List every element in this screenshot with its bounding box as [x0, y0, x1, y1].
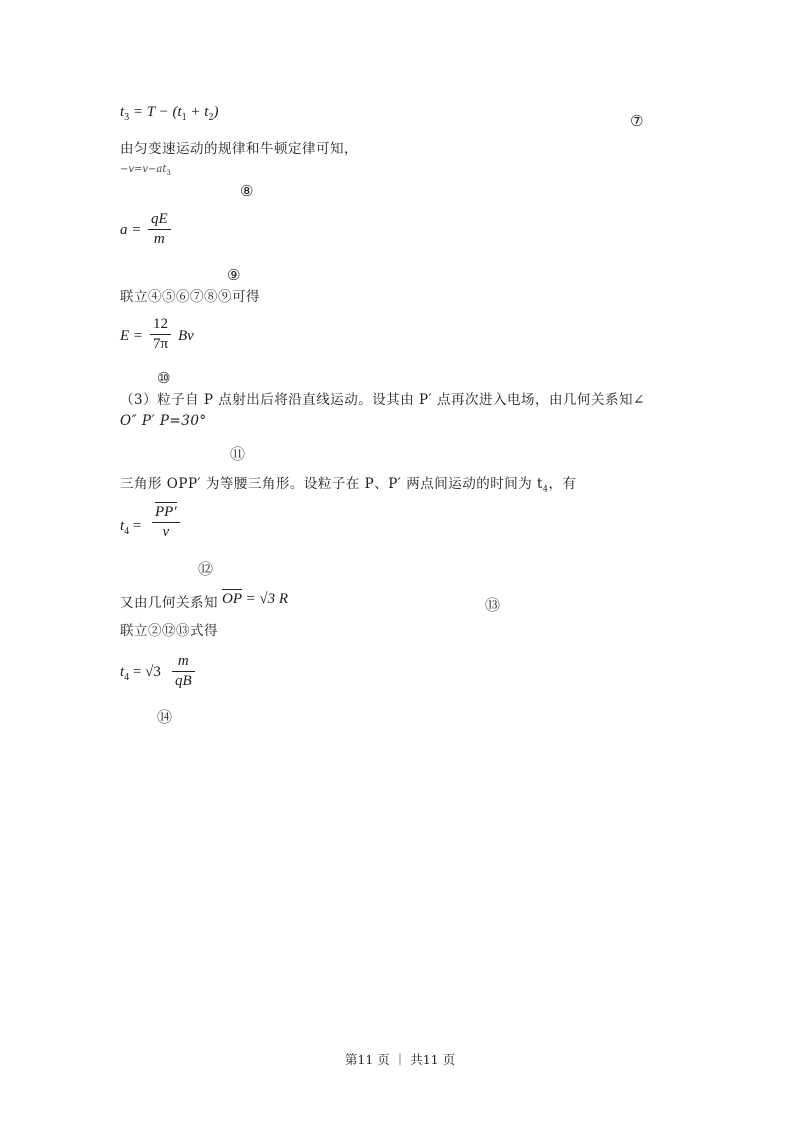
fraction-bar: [150, 334, 171, 335]
E-lhs: E =: [120, 328, 144, 344]
t4a-eq: =: [132, 518, 142, 534]
equation-a: [120, 222, 141, 239]
OP-rhs: = √3 R: [245, 591, 289, 607]
fraction-m-qB: [172, 653, 195, 690]
text-triangle: [120, 475, 577, 499]
fraction-num-wrap: [152, 504, 180, 521]
fraction-num: 12: [153, 316, 169, 332]
t3-close: ): [213, 104, 219, 120]
equation-mark-7: ⑦: [630, 112, 644, 130]
fraction-den: m: [153, 231, 165, 247]
equation-mark-11: ⑪: [230, 445, 246, 463]
equation-mark-14: ⑭: [157, 708, 173, 726]
equation-t4a: [120, 518, 141, 537]
t4b-lhs: t: [120, 664, 125, 680]
fraction-bar: [152, 522, 180, 523]
equation-E: [120, 328, 143, 345]
text-part3-line1: （3）粒子自 P 点射出后将沿直线运动。设其由 P′ 点再次进入电场，由几何关系知∠: [120, 392, 645, 408]
v-eq-sub: 3: [166, 169, 171, 177]
fraction-bar: [172, 671, 195, 672]
text-part3-line2: O″ P′ P=30°: [120, 413, 207, 429]
equation-mark-13: ⑬: [485, 596, 501, 614]
fraction-den: v: [162, 524, 170, 540]
page-footer: 第11 页 ｜ 共11 页: [344, 1052, 456, 1067]
t3-sub1: 1: [181, 112, 187, 123]
t3-sub2: 2: [208, 112, 214, 123]
t3-sub: 3: [124, 112, 130, 123]
equation-OP: [222, 591, 288, 608]
equation-t3: [120, 104, 218, 123]
v-eq-text: −v=v−at: [120, 164, 167, 175]
text-geometry: 又由几何关系知: [120, 595, 218, 611]
fraction-PP-v: [152, 504, 180, 541]
t4a-sub: 4: [124, 526, 130, 537]
equation-mark-10: ⑩: [157, 369, 171, 387]
E-tail: Bv: [178, 328, 194, 344]
triangle-text: 三角形 OPP′ 为等腰三角形。设粒子在 P、P′ 两点间运动的时间为 t: [120, 476, 543, 492]
a-lhs: a =: [120, 222, 142, 238]
t4a-lhs: t: [120, 518, 125, 534]
fraction-num: m: [177, 653, 189, 669]
t3-plus: + t: [186, 104, 209, 120]
fraction-num: qE: [151, 211, 168, 227]
fraction-bar: [148, 229, 171, 230]
OP-segment: OP: [222, 591, 242, 607]
t3-rhs-a: = T − (t: [132, 104, 182, 120]
t3-lhs: t: [120, 104, 125, 120]
text-combine-2: 联立②⑫⑬式得: [120, 623, 218, 639]
equation-t4b: [120, 664, 161, 683]
t4b-eq: = √3: [132, 664, 161, 680]
fraction-12-7pi: [150, 316, 171, 353]
text-uniform-motion: 由匀变速运动的规律和牛顿定律可知，: [120, 141, 358, 157]
fraction-num: PP′: [155, 504, 177, 520]
equation-mark-12: ⑫: [198, 560, 214, 578]
triangle-end: ，有: [548, 476, 577, 492]
fraction-den: qB: [175, 673, 192, 689]
fraction-qE-m: [148, 211, 171, 248]
equation-mark-9: ⑨: [227, 266, 241, 284]
text-combine-1: 联立④⑤⑥⑦⑧⑨可得: [120, 289, 260, 305]
equation-mark-8: ⑧: [240, 182, 254, 200]
equation-v: [120, 164, 171, 177]
triangle-sub: 4: [542, 484, 549, 494]
fraction-den: 7π: [153, 336, 169, 352]
t4b-sub: 4: [124, 672, 130, 683]
